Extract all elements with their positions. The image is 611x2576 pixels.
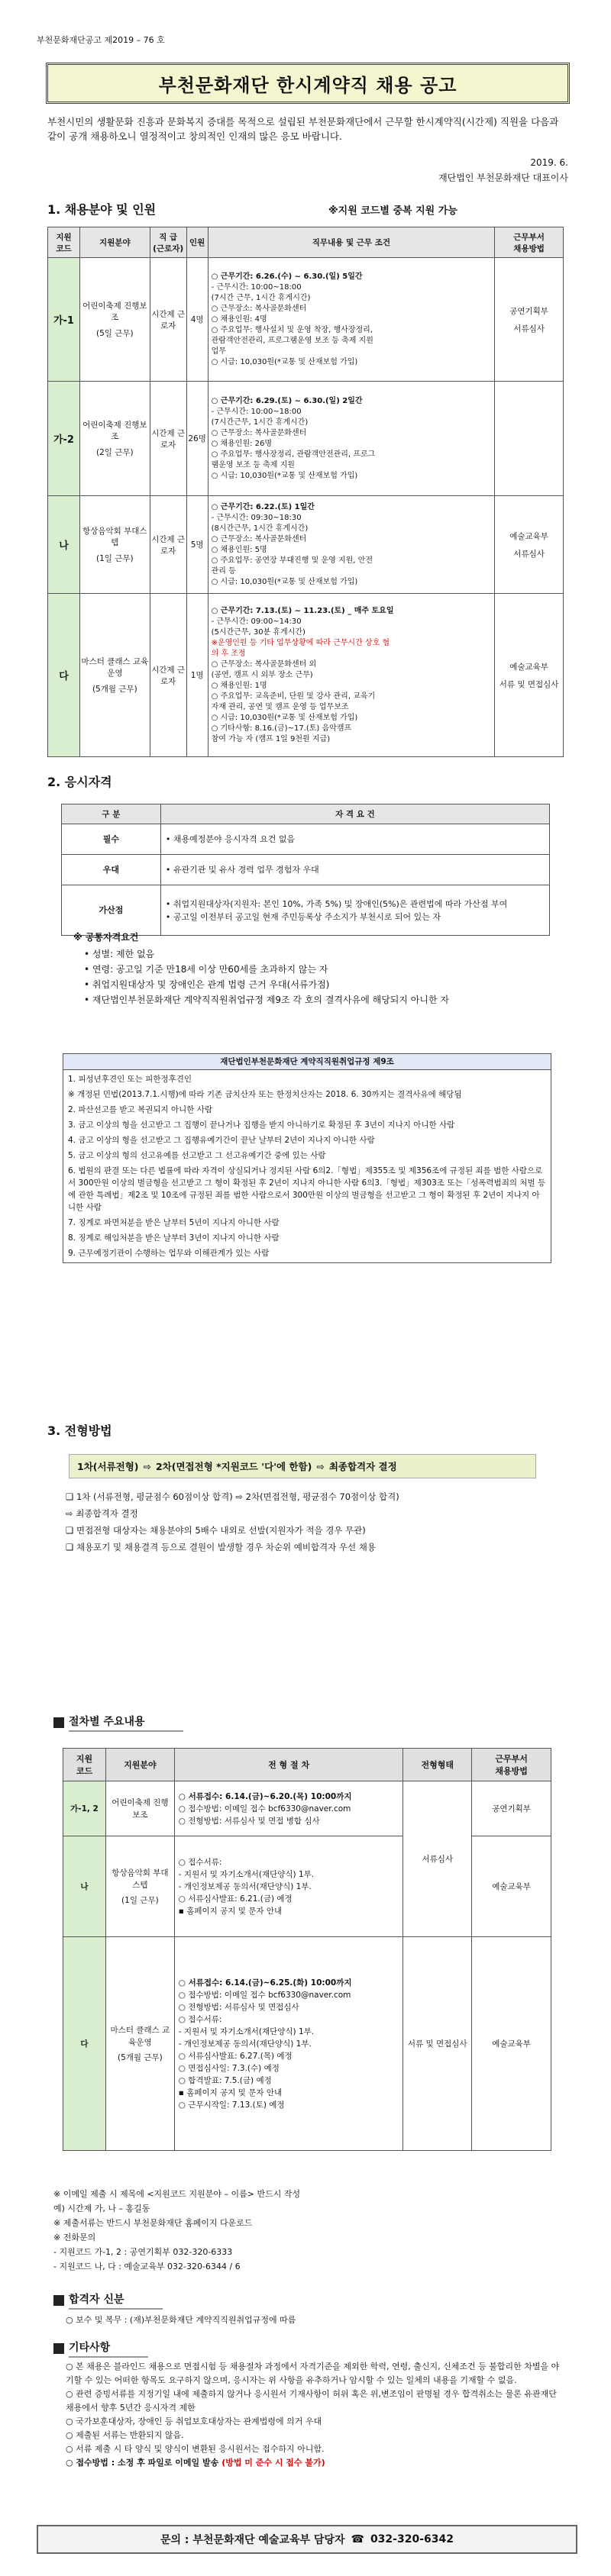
duty-line: 업무 <box>211 347 226 356</box>
qualification-text: 취업지원대상자(지원자: 본인 10%, 가족 5%) 및 장애인(5%)은 관련법에 따라 가산점 부여 <box>173 898 508 909</box>
proc-col-field: 지원분야 <box>105 1749 174 1781</box>
procedure-heading <box>53 1714 183 1732</box>
proc-step: ○ 접수서류: <box>178 1857 222 1867</box>
proc-step: ○ 전형방법: 서류심사 및 면접심사 <box>178 2002 299 2012</box>
common-requirement-text: 취업지원대상자 및 장애인은 관계 법령 근거 우대(서류가점) <box>92 979 330 990</box>
pass-title: 합격자 신분 <box>69 2291 163 2310</box>
row-code: 가-1 <box>48 258 80 382</box>
row-grade: 시간제 근로자 <box>150 594 186 757</box>
flow-step-1: 1차(서류전형) <box>77 1461 139 1472</box>
disqualification-item: 6. 법원의 판결 또는 다른 법률에 따라 자격이 상실되거나 정지된 사람 6의2.「형법」제355조 및 제356조에 규정된 죄를 범한 사람으로서 300만원 이상의 벌금형을 선고받고 그 형이 확정된 후 2년이 지나지 아니한 사람 6의3.「형법」제303조 또는「성폭력범죄의 처벌 등에 관한 특례법」제2조 및 10조에 규정된 죄를 범한 사람으로서 300만원 이상의 벌금형을 선고받고 그 형이 확정된 후 2년이 지나지 아니한 사람 <box>68 1166 546 1212</box>
selection-note: ❑ 채용포기 및 채용결격 등으로 결원이 발생할 경우 차순위 예비합격자 우선 채용 <box>66 1542 377 1552</box>
duty-line: (5시간근무, 30분 휴게시간) <box>211 627 306 637</box>
selection-note: ❑ 1차 (서류전형, 평균점수 60점이상 합격) ⇨ 2차(면접전형, 평균점수 70점이상 합격) <box>66 1491 399 1502</box>
duty-line: ○ 기타사항: 8.16.(금)~17.(토) 음악캠프 <box>211 724 352 733</box>
row-field <box>79 496 150 594</box>
recruitment-row <box>48 496 564 594</box>
col-category: 구 분 <box>62 804 161 824</box>
recruitment-row <box>48 382 564 496</box>
duty-line: - 근무시간: 09:00~14:30 <box>211 617 302 626</box>
qualification-item <box>166 911 545 924</box>
procedure-row <box>63 1836 551 1937</box>
proc-step: ○ 근무시작일: 7.13.(토) 예정 <box>178 2100 285 2110</box>
procedure-row <box>63 1781 551 1836</box>
selection-flow <box>69 1454 536 1478</box>
qualification-label: 필수 <box>62 824 161 855</box>
procedure-title: 절차별 주요내용 <box>69 1714 183 1732</box>
proc-col-type: 전형형태 <box>403 1749 472 1781</box>
proc-steps <box>174 1937 403 2151</box>
field-term: (5일 근무) <box>96 329 134 338</box>
disqualification-items <box>63 1070 551 1263</box>
row-dept <box>495 382 564 496</box>
field-name: 어린이축제 진행보조 <box>82 301 147 322</box>
procedure-table <box>63 1748 551 2151</box>
etc-item-text: ○ 관련 증빙서류를 지정기일 내에 제출하지 않거나 응시원서 기재사항이 허위 혹은 위,변조임이 판명될 경우 합격취소는 물론 유관재단 채용에서 향후 5년간 응시자격 제한 <box>66 2389 557 2413</box>
duty-line: ○ 시급: 10,030원(*교통 및 산재보험 가입) <box>211 713 358 722</box>
proc-field-name: 항상음악회 부대스텝 <box>112 1868 169 1890</box>
page-title: 부천문화재단 한시계약직 채용 공고 <box>46 63 570 104</box>
proc-col-steps: 전 형 절 차 <box>174 1749 403 1781</box>
common-requirement <box>84 962 542 977</box>
duty-line: - 근무시간: 10:00~18:00 <box>211 282 302 292</box>
etc-item-text: ○ 본 채용은 블라인드 채용으로 면접시험 등 채용절차 과정에서 자격기준을 제외한 학력, 연령, 출신지, 신체조건 등 불합리한 차별을 야기할 수 있는 어떠한 항목도 요구하지 않으며, 응시자는 위 사항을 유추하거나 암시할 수 있는 일체의 내용을 기재할 수 없음. <box>66 2362 560 2385</box>
pass-heading <box>53 2291 163 2310</box>
field-name: 항상음악회 부대스텝 <box>82 527 147 547</box>
row-count: 5명 <box>186 496 208 594</box>
proc-col-dept: 근무부서 채용방법 <box>472 1749 551 1781</box>
selection-note: ❑ 면접전형 대상자는 채용분야의 5배수 내외로 선발(지원자가 적을 경우 무관) <box>66 1525 366 1536</box>
etc-list <box>66 2360 561 2470</box>
proc-step: - 지원서 및 자기소개서(재단양식) 1부. <box>178 1869 315 1879</box>
duty-line: ○ 채용인원: 1명 <box>211 681 267 690</box>
proc-step: ○ 서류접수: 6.14.(금)~6.20.(목) 10:00까지 <box>178 1791 352 1801</box>
row-grade: 시간제 근로자 <box>150 496 186 594</box>
proc-step: - 개인정보제공 동의서(재단양식) 1부. <box>178 1881 312 1891</box>
application-note: ※ 이메일 제출 시 제목에 <지원코드 지원분야 – 이름> 반드시 작성 <box>53 2189 301 2199</box>
etc-item <box>66 2387 561 2415</box>
phone-icon: ☎ <box>351 2533 364 2545</box>
bullet-icon: • <box>165 865 173 875</box>
document-number: 부천문화재단공고 제2019 – 76 호 <box>37 35 165 45</box>
row-field <box>79 258 150 382</box>
proc-step: ○ 서류심사발표: 6.21.(금) 예정 <box>178 1894 293 1904</box>
proc-step: ○ 접수방법: 이메일 접수 bcf6330@naver.com <box>178 1804 351 1814</box>
common-requirement <box>84 946 542 962</box>
duty-line: ○ 주요업무: 행사설치 및 운영 착장, 행사장정리, <box>211 325 373 334</box>
field-term: (5개월 근무) <box>92 685 137 694</box>
duty-line: (8시간근무, 1시간 휴게시간) <box>211 524 309 533</box>
proc-field <box>105 1781 174 1836</box>
duty-line: ○ 시급: 10,030원(*교통 및 산재보험 가입) <box>211 577 358 586</box>
row-duties <box>208 594 495 757</box>
col-dept: 근무부서 채용방법 <box>495 227 564 258</box>
qualification-label: 가산점 <box>62 885 161 936</box>
row-count: 1명 <box>186 594 208 757</box>
disqualification-item: 5. 금고 이상의 형의 선고유예를 선고받고 그 선고유예기간 중에 있는 사람 <box>68 1151 326 1160</box>
duty-line: 참여 가능 자 (캠프 1일 9천원 지급) <box>211 734 331 743</box>
bullet-icon: • <box>165 834 173 844</box>
proc-step: ○ 전형방법: 서류심사 및 면접 병합 심사 <box>178 1816 320 1826</box>
proc-code: 가-1, 2 <box>63 1781 106 1836</box>
duty-line: ○ 채용인원: 26명 <box>211 439 273 448</box>
dept-name: 공연기획부 <box>509 306 548 316</box>
duty-line: ○ 근무기간: 7.13.(토) ~ 11.23.(토) _ 매주 토요일 <box>211 606 394 615</box>
field-name: 어린이축제 진행보조 <box>82 421 147 441</box>
application-note: - 지원코드 가-1, 2 : 공연기획부 032-320-6333 <box>53 2247 233 2257</box>
disqualification-item: 8. 징계로 해임처분을 받은 날부터 3년이 지나지 아니한 사람 <box>68 1233 280 1243</box>
disqualification-item: 4. 금고 이상의 형을 선고받고 그 집행유예기간이 끝난 날부터 2년이 지나지 아니한 사람 <box>68 1136 375 1145</box>
etc-warning: (방법 미 준수 시 접수 불가) <box>221 2458 325 2468</box>
qualification-row <box>62 824 550 855</box>
proc-col-code: 지원 코드 <box>63 1749 106 1781</box>
proc-field-term: (1일 근무) <box>121 1895 159 1905</box>
etc-item-text: ○ 서류 제출 시 타 양식 및 양식이 변환된 응시원서는 접수하지 아니함. <box>66 2444 325 2454</box>
duty-line: ○ 주요업무: 행사장정리, 관람객안전관리, 프로그 <box>211 450 376 459</box>
qualification-item <box>166 863 545 876</box>
duty-line: ○ 채용인원: 4명 <box>211 314 267 324</box>
intro-paragraph: 부천시민의 생활문화 진흥과 문화복지 증대를 목적으로 설립된 부천문화재단에서 근무할 한시계약직(시간제) 직원을 다음과 같이 공개 채용하오니 열정적이고 창의적인 인재의 많은 응모 바랍니다. <box>47 116 559 142</box>
qualification-item <box>166 833 545 846</box>
col-code: 지원 코드 <box>48 227 80 258</box>
row-dept <box>495 496 564 594</box>
col-field: 지원분야 <box>79 227 150 258</box>
disqualification-item: 3. 금고 이상의 형을 선고받고 그 집행이 끝나거나 집행을 받지 아니하기로 확정된 후 3년이 지나지 아니한 사람 <box>68 1120 455 1130</box>
proc-steps <box>174 1781 403 1836</box>
field-term: (1일 근무) <box>96 554 134 563</box>
contact-phone: 032-320-6342 <box>370 2533 454 2545</box>
row-count: 4명 <box>186 258 208 382</box>
duty-line: 관리 등 <box>211 566 236 575</box>
duty-line: ○ 채용인원: 5명 <box>211 545 267 554</box>
proc-step: - 개인정보제공 동의서(재단양식) 1부. <box>178 2039 312 2049</box>
duty-line: ○ 근무기간: 6.22.(토) 1일간 <box>211 502 315 511</box>
bullet-icon: • <box>84 949 92 959</box>
proc-step: ▪ 홈페이지 공지 및 문자 안내 <box>178 1906 283 1916</box>
proc-step: ▪ 홈페이지 공지 및 문자 안내 <box>178 2088 283 2097</box>
qualification-items <box>160 855 549 885</box>
col-requirements: 자 격 요 건 <box>160 804 549 824</box>
proc-steps <box>174 1836 403 1937</box>
section-1-title: 1. 채용분야 및 인원 <box>47 202 157 217</box>
proc-step: ○ 면접심사일: 7.3.(수) 예정 <box>178 2063 280 2073</box>
qualification-items <box>160 824 549 855</box>
common-requirement-text: 성별: 제한 없음 <box>92 949 155 959</box>
disqualification-item: 7. 징계로 파면처분을 받은 날부터 5년이 지나지 아니한 사람 <box>68 1218 280 1227</box>
row-code: 가-2 <box>48 382 80 496</box>
proc-dept: 예술교육부 <box>472 1836 551 1937</box>
row-code: 다 <box>48 594 80 757</box>
contact-footer <box>37 2525 577 2554</box>
duty-line: ※운영인원 등 기타 업무상황에 따라 근무시간 상호 협 <box>211 638 390 647</box>
flow-step-2: 2차(면접전형 *지원코드 '다'에 한함) <box>155 1461 312 1472</box>
disqualification-item: 9. 근무예정기관이 수행하는 업무와 이해관계가 있는 사람 <box>68 1249 270 1258</box>
row-duties <box>208 496 495 594</box>
qualification-row <box>62 885 550 936</box>
qualification-table <box>61 804 550 936</box>
row-code: 나 <box>48 496 80 594</box>
field-term: (2일 근무) <box>96 448 134 457</box>
duty-line: 자재 관리, 공연 및 캠프 운영 등 업무보조 <box>211 702 349 711</box>
proc-field-name: 마스터 클래스 교육운영 <box>110 2025 170 2047</box>
duty-line: ○ 주요업무: 교육준비, 단원 및 강사 관리, 교육기 <box>211 692 376 701</box>
duty-line: ○ 시급: 10,030원(*교통 및 산재보험 가입) <box>211 471 358 480</box>
field-name: 마스터 클래스 교육운영 <box>81 657 149 678</box>
disqualification-title: 재단법인부천문화재단 계약직직원취업규정 제9조 <box>63 1054 551 1070</box>
duty-line: (7시간근무, 1시간 휴게시간) <box>211 418 309 427</box>
duty-line: ○ 주요업무: 공연장 부대진행 및 운영 지원, 안전 <box>211 556 373 565</box>
etc-item-text: ○ 접수방법 : 소정 후 파일로 이메일 발송 <box>66 2458 219 2468</box>
etc-item <box>66 2360 561 2387</box>
dept-name: 예술교육부 <box>509 531 548 541</box>
common-requirement-text: 연령: 공고일 기준 만18세 이상 만60세를 초과하지 않는 자 <box>92 964 328 975</box>
duty-line: 관람객안전관리, 프로그램운영 보조 등 축제 지원 <box>211 336 373 345</box>
etc-item <box>66 2415 561 2429</box>
qualification-text: 채용예정분야 응시자격 요건 없음 <box>173 834 296 844</box>
common-requirement <box>84 992 542 1008</box>
duty-line: ○ 근무장소: 복사골문화센터 외 <box>211 659 317 669</box>
hiring-method: 서류심사 <box>513 324 545 334</box>
dept-name: 예술교육부 <box>509 662 548 672</box>
etc-item-text: ○ 국가보훈대상자, 장애인 등 취업보호대상자는 관계법령에 의거 우대 <box>66 2416 322 2426</box>
proc-step: ○ 합격발표: 7.5.(금) 예정 <box>178 2075 272 2085</box>
proc-code: 나 <box>63 1836 106 1937</box>
bullet-icon: • <box>84 979 92 990</box>
section-3-title: 3. 전형방법 <box>47 1423 112 1438</box>
duty-line: ○ 근무장소: 복사골문화센터 <box>211 534 307 543</box>
application-note: 예) 시간제 가, 나 – 홍길동 <box>53 2204 150 2213</box>
recruitment-row <box>48 594 564 757</box>
section-1-note: ※지원 코드별 중복 지원 가능 <box>328 205 457 217</box>
disqualification-table <box>63 1053 551 1263</box>
organization-name: 재단법인 부천문화재단 대표이사 <box>438 172 568 183</box>
qualification-label: 우대 <box>62 855 161 885</box>
duty-line: ○ 근무장소: 복사골문화센터 <box>211 428 307 437</box>
common-requirement <box>84 977 542 992</box>
hiring-method: 서류 및 면접심사 <box>499 679 559 689</box>
flow-arrow-icon: ⇨ <box>143 1460 151 1472</box>
application-note: ※ 제출서류는 반드시 부천문화재단 홈페이지 다운로드 <box>53 2218 253 2228</box>
application-note: - 지원코드 나, 다 : 예술교육부 032-320-6344 / 6 <box>53 2262 241 2271</box>
duty-line: 의 후 조정 <box>211 649 246 658</box>
row-grade: 시간제 근로자 <box>150 382 186 496</box>
qualification-text: 유관기관 및 유사 경력 업무 경험자 우대 <box>173 865 319 875</box>
duty-line: 램운영 보조 등 축제 지원 <box>211 460 295 469</box>
square-bullet-icon <box>53 2343 64 2354</box>
etc-item-text: ○ 제출된 서류는 반환되지 않음. <box>66 2430 184 2440</box>
row-dept <box>495 258 564 382</box>
disqualification-item: 2. 파산선고를 받고 복권되지 아니한 사람 <box>68 1105 212 1114</box>
bullet-icon: • <box>84 995 92 1005</box>
row-field <box>79 594 150 757</box>
hiring-method: 서류심사 <box>513 549 545 559</box>
disqualification-item: ※ 개정된 민법(2013.7.1.시행)에 따라 기존 금치산자 또는 한정치산자는 2018. 6. 30까지는 결격사유에 해당됨 <box>68 1090 462 1099</box>
application-notes <box>53 2187 558 2274</box>
contact-text: 문의 : 부천문화재단 예술교육부 담당자 <box>160 2534 345 2546</box>
proc-step: ○ 접수방법: 이메일 접수 bcf6330@naver.com <box>178 1990 351 2000</box>
proc-dept: 공연기획부 <box>472 1781 551 1836</box>
application-note: ※ 전화문의 <box>53 2233 96 2242</box>
qualification-items <box>160 885 549 936</box>
duty-line: - 근무시간: 09:30~18:30 <box>211 513 302 522</box>
proc-type: 서류심사 <box>403 1781 472 1937</box>
row-dept <box>495 594 564 757</box>
bullet-icon: • <box>84 964 92 975</box>
duty-line: (7시간 근무, 1시간 휴게시간) <box>211 293 311 302</box>
col-duties: 직무내용 및 근무 조건 <box>208 227 495 258</box>
row-field <box>79 382 150 496</box>
pass-status-list <box>66 2313 554 2328</box>
proc-dept: 예술교육부 <box>472 1937 551 2151</box>
qualification-text: 공고일 이전부터 공고일 현재 주민등록상 주소지가 부천시로 되어 있는 자 <box>173 911 441 922</box>
bullet-icon: • <box>165 911 173 922</box>
section-2-title: 2. 응시자격 <box>47 775 112 789</box>
common-requirement-text: 재단법인부천문화재단 계약직직원취업규정 제9조 각 호의 결격사유에 해당되지 아니한 자 <box>92 995 449 1005</box>
selection-note: ⇨ 최종합격자 결정 <box>66 1508 138 1519</box>
flow-arrow-icon: ⇨ <box>316 1460 325 1472</box>
duty-line: ○ 근무장소: 복사골문화센터 <box>211 304 307 313</box>
proc-step: - 지원서 및 자기소개서(재단양식) 1부. <box>178 2026 315 2036</box>
qualification-item <box>166 898 545 911</box>
etc-item <box>66 2429 561 2442</box>
proc-step: ○ 접수서류: <box>178 2014 222 2024</box>
proc-field <box>105 1937 174 2151</box>
duty-line: (공연, 캠프 시 외부 장소 근무) <box>211 670 313 679</box>
proc-type: 서류 및 면접심사 <box>403 1937 472 2151</box>
disqualification-item: 1. 피성년후견인 또는 피한정후견인 <box>68 1075 192 1084</box>
duty-line: ○ 시급: 10,030원(*교통 및 산재보험 가입) <box>211 357 358 366</box>
proc-field-name: 어린이축제 진행보조 <box>112 1797 169 1820</box>
square-bullet-icon <box>53 2295 64 2306</box>
row-duties <box>208 382 495 496</box>
announcement-date: 2019. 6. <box>530 157 568 168</box>
proc-step: ○ 서류접수: 6.14.(금)~6.25.(화) 10:00까지 <box>178 1978 352 1988</box>
duty-line: ○ 근무기간: 6.26.(수) ~ 6.30.(일) 5일간 <box>211 272 363 281</box>
duty-line: ○ 근무기간: 6.29.(토) ~ 6.30.(일) 2일간 <box>211 396 363 405</box>
etc-item <box>66 2456 561 2470</box>
proc-field-term: (5개월 근무) <box>117 2052 163 2062</box>
row-duties <box>208 258 495 382</box>
flow-step-3: 최종합격자 결정 <box>328 1461 397 1472</box>
col-grade: 직 급 (근로자) <box>150 227 186 258</box>
row-grade: 시간제 근로자 <box>150 258 186 382</box>
procedure-row <box>63 1937 551 2151</box>
recruitment-row <box>48 258 564 382</box>
bullet-icon: • <box>165 898 173 909</box>
pass-status-item: ○ 보수 및 복무 : (재)부천문화재단 계약직직원취업규정에 따름 <box>66 2315 296 2325</box>
common-requirements-title: ※ 공통자격요건 <box>73 932 139 943</box>
proc-step: ○ 서류심사발표: 6.27.(목) 예정 <box>178 2051 293 2061</box>
proc-field <box>105 1836 174 1937</box>
selection-notes <box>66 1488 554 1556</box>
square-bullet-icon <box>53 1717 64 1728</box>
common-requirements-list <box>84 946 542 1008</box>
proc-code: 다 <box>63 1937 106 2151</box>
etc-title: 기타사항 <box>69 2339 148 2358</box>
col-count: 인원 <box>186 227 208 258</box>
qualification-row <box>62 855 550 885</box>
recruitment-table <box>47 227 564 757</box>
row-count: 26명 <box>186 382 208 496</box>
duty-line: - 근무시간: 10:00~18:00 <box>211 407 302 416</box>
etc-heading <box>53 2339 148 2358</box>
etc-item <box>66 2442 561 2456</box>
